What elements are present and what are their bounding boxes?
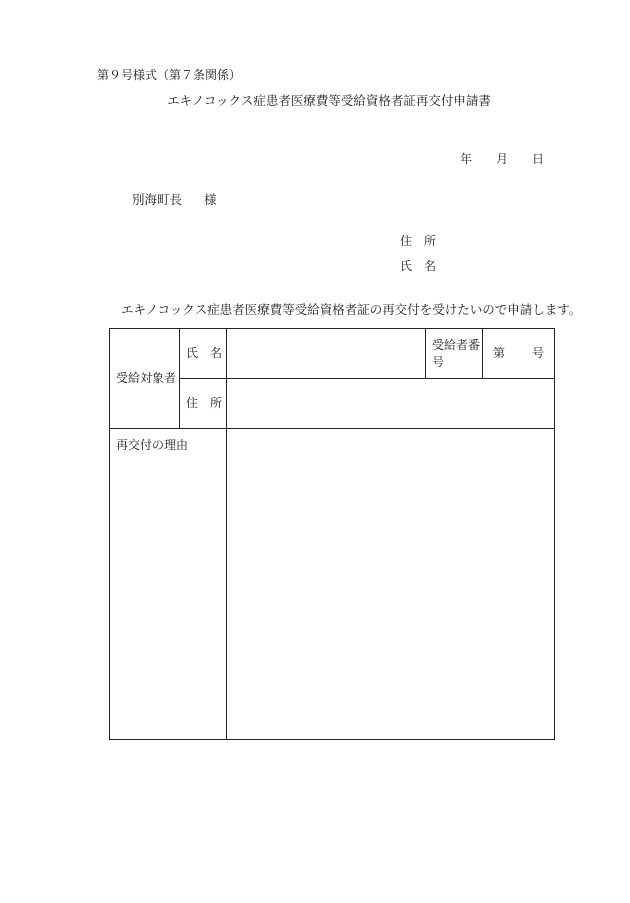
form-title: エキノコックス症患者医療費等受給資格者証再交付申請書 bbox=[167, 93, 491, 108]
name-field[interactable] bbox=[227, 329, 426, 379]
application-table bbox=[109, 328, 555, 740]
recipient-number-label-line1: 受給者番 bbox=[432, 338, 481, 353]
addressee-honorific: 様 bbox=[204, 192, 217, 207]
recipient-number-label bbox=[426, 329, 483, 379]
date-day-label: 日 bbox=[532, 152, 545, 166]
reason-label: 再交付の理由 bbox=[110, 429, 227, 740]
date-month-label: 月 bbox=[496, 152, 509, 166]
name-label: 氏 名 bbox=[180, 329, 227, 379]
applicant-name-label: 氏 名 bbox=[400, 259, 437, 273]
addressee bbox=[132, 194, 217, 207]
beneficiary-label: 受給対象者 bbox=[110, 329, 180, 429]
address-field[interactable] bbox=[227, 379, 555, 429]
form-number: 第９号様式（第７条関係） bbox=[97, 68, 242, 82]
addressee-name: 別海町長 bbox=[132, 192, 183, 207]
number-go: 号 bbox=[531, 346, 544, 361]
reason-field[interactable] bbox=[227, 429, 555, 740]
number-dai: 第 bbox=[493, 346, 506, 361]
intro-text: エキノコックス症患者医療費等受給資格者証の再交付を受けたいので申請します。 bbox=[121, 302, 582, 317]
recipient-number-label-line2: 号 bbox=[432, 354, 445, 369]
address-label: 住 所 bbox=[180, 379, 227, 429]
applicant-address-label: 住 所 bbox=[400, 234, 437, 248]
recipient-number-field[interactable] bbox=[483, 329, 555, 379]
date-line bbox=[460, 153, 544, 165]
date-year-label: 年 bbox=[460, 152, 473, 166]
